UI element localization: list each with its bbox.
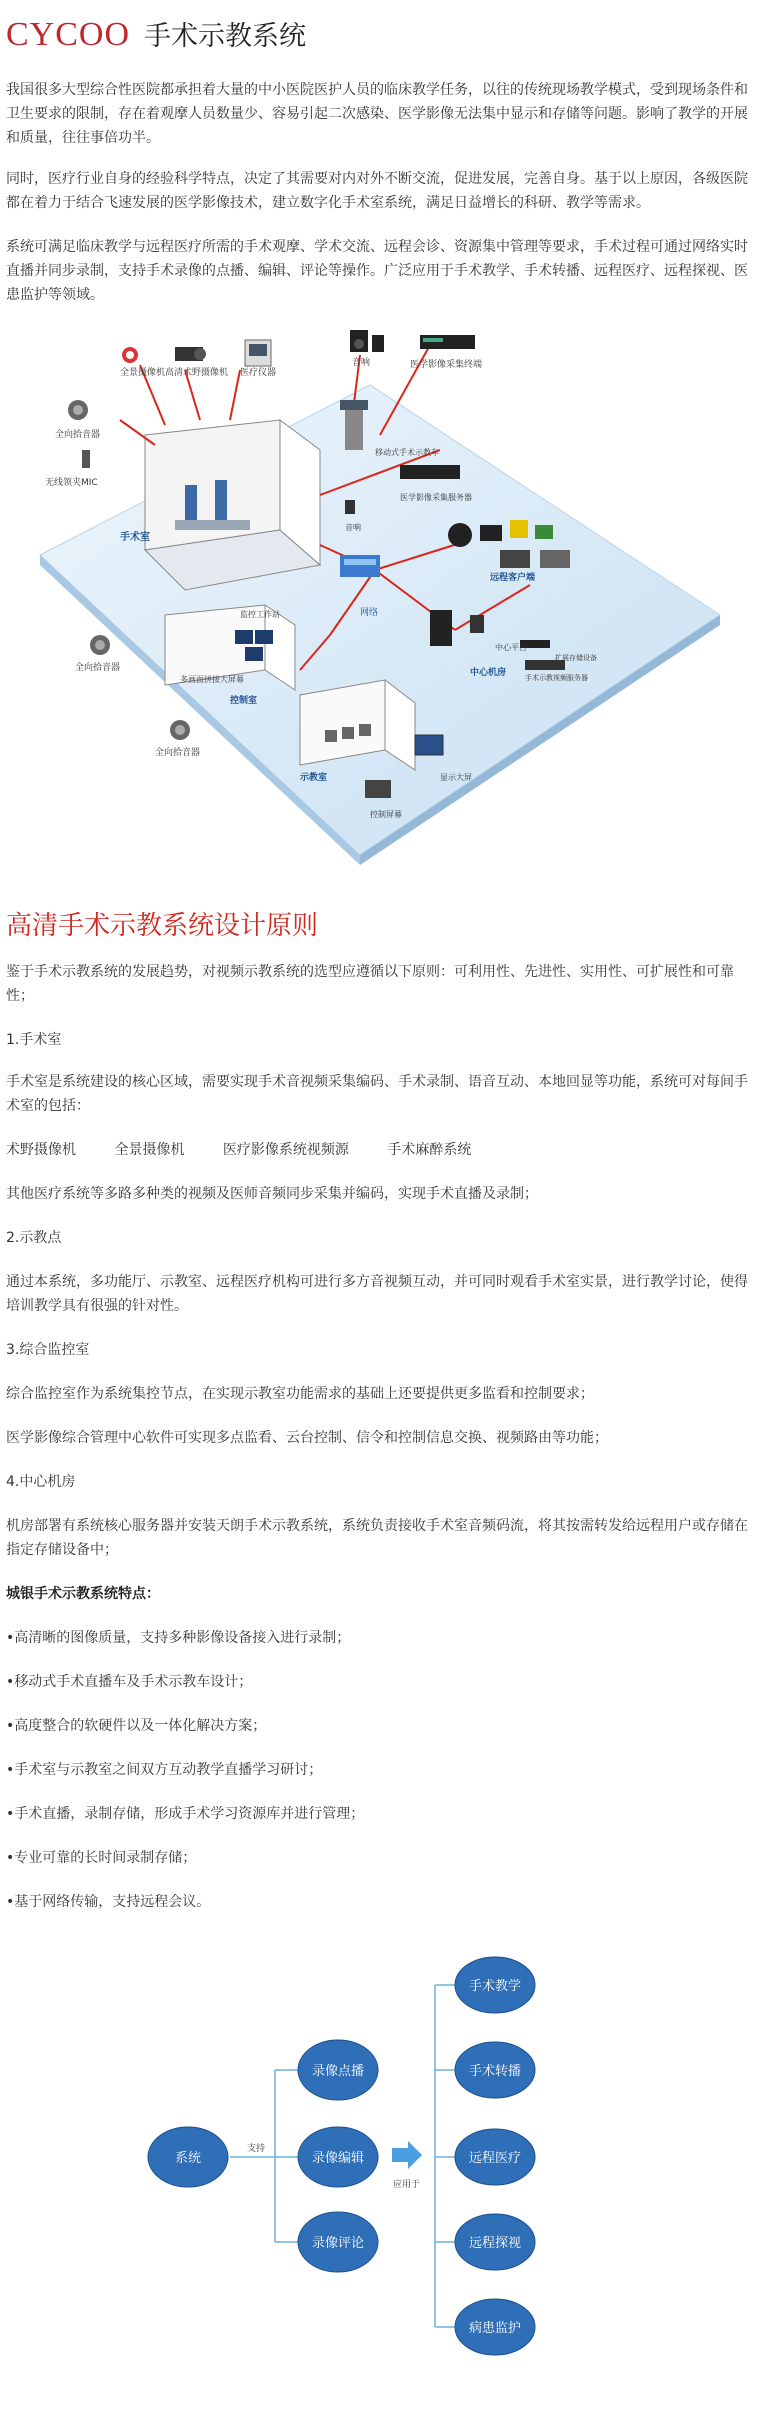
svg-text:录像点播: 录像点播	[311, 2064, 365, 2079]
label-image-terminal: 医学影像采集终端	[410, 360, 483, 370]
label-wireless-mic: 无线领夹MIC	[45, 478, 98, 488]
feature-item: •专业可靠的长时间录制存储；	[6, 1850, 197, 1866]
svg-text:系统: 系统	[174, 2151, 202, 2166]
label-operating-room: 手术室	[120, 532, 150, 543]
label-teaching-server: 手术示教视频服务器	[525, 674, 588, 682]
image-terminal-icon	[420, 335, 475, 349]
operating-room-box	[145, 420, 320, 590]
control-screen-icon	[365, 780, 391, 798]
bubble-edit	[298, 2127, 378, 2187]
feature-item: •手术直播，录制存储，形成手术学习资源库并进行管理；	[6, 1806, 365, 1822]
panoramic-camera-icon	[122, 347, 138, 363]
bubble-vod	[298, 2040, 378, 2100]
label-storage: 扩展存储设备	[555, 654, 597, 662]
svg-text:远程探视: 远程探视	[468, 2236, 522, 2251]
feature-item: •高清晰的图像质量，支持多种影像设备接入进行录制；	[6, 1630, 351, 1646]
label-control-room: 控制室	[230, 696, 258, 706]
label-multi-screen: 多画面拼接大屏幕	[180, 675, 244, 684]
intro-paragraph-1: 我国很多大型综合性医院都承担着大量的中小医院医护人员的临床教学任务，以往的传统现场教学模式，受到现场条件和卫生要求的限制，存在着观摩人员数量少、容易引起二次感染、医学影像无法集中显示和存储等问题。影响了教学的开展和质量，往往事倍功半。	[6, 82, 748, 146]
bubble-surgical-broadcast	[455, 2042, 535, 2098]
label-support: 支持	[247, 2144, 266, 2154]
operating-room-paragraph: 手术室是系统建设的核心区域，需要实现手术音视频采集编码、手术录制、语音互动、本地回显等功能，系统可对每间手术室的包括：	[6, 1074, 748, 1114]
device-list	[6, 1138, 756, 1162]
feature-item: •移动式手术直播车及手术示教车设计；	[6, 1674, 253, 1690]
bubble-remote-visit	[455, 2214, 535, 2270]
heading-data-center: 4.中心机房	[6, 1474, 76, 1490]
feature-item: •基于网络传输，支持远程会议。	[6, 1894, 211, 1910]
bubble-surgical-teaching	[455, 1957, 535, 2013]
label-medical-instrument: 医疗仪器	[240, 368, 277, 378]
heading-operating-room: 1.手术室	[6, 1032, 62, 1048]
label-panoramic-camera: 全景摄像机	[120, 368, 166, 378]
network-hub-icon	[340, 555, 380, 577]
heading-teaching-point: 2.示教点	[6, 1230, 62, 1246]
label-mobile-cart: 移动式手术示教车	[375, 448, 439, 457]
intro-paragraph-3: 系统可满足临床教学与远程医疗所需的手术观摩、学术交流、远程会诊、资源集中管理等要求，手术过程可通过网络实时直播并同步录制，支持手术录像的点播、编辑、评论等操作。广泛应用于手术教学、手术转播、远程医疗、远程探视、医患监护等领域。	[6, 239, 748, 303]
features-title: 城银手术示教系统特点：	[6, 1586, 160, 1602]
microphone-mid-icon	[90, 635, 110, 655]
svg-text:录像评论: 录像评论	[311, 2236, 365, 2251]
microphone-bottom-icon	[170, 720, 190, 740]
system-topology-diagram	[0, 325, 760, 865]
label-mic-bottom: 全向拾音器	[155, 748, 201, 758]
operating-room-paragraph-2: 其他医疗系统等多路多种类的视频及医师音频同步采集并编码，实现手术直播及录制；	[6, 1186, 538, 1202]
arrow-icon	[392, 2141, 422, 2169]
monitor-room-paragraph-2: 医学影像综合管理中心软件可实现多点监看、云台控制、信令和控制信息交换、视频路由等功能；	[6, 1430, 608, 1446]
section-title: 高清手术示教系统设计原则	[6, 911, 319, 941]
svg-text:远程医疗: 远程医疗	[468, 2151, 522, 2166]
label-data-center: 中心机房	[470, 668, 507, 678]
label-control-screen: 控制屏幕	[370, 810, 402, 819]
bubble-system	[148, 2127, 228, 2187]
data-center-paragraph: 机房部署有系统核心服务器并安装天朗手术示教系统，系统负责接收手术室音频码流，将其按需转发给远程用户或存储在指定存储设备中；	[6, 1518, 748, 1558]
label-network: 网络	[360, 608, 379, 618]
feature-item: •高度整合的软硬件以及一体化解决方案；	[6, 1718, 267, 1734]
display-screen-icon	[415, 735, 443, 755]
device-item: 术野摄像机	[6, 1142, 76, 1158]
label-apply-to: 应用于	[393, 2180, 421, 2190]
device-item: 全景摄像机	[114, 1142, 185, 1158]
intro-paragraph-2: 同时，医疗行业自身的经验科学特点，决定了其需要对内对外不断交流，促进发展，完善自身。基于以上原因，各级医院都在着力于结合飞速发展的医学影像技术，建立数字化手术室系统，满足日益增长的科研、教学等需求。	[6, 171, 748, 211]
speaker-icon	[350, 330, 384, 352]
bubble-comment	[298, 2212, 378, 2272]
label-speaker: 音响	[352, 358, 371, 368]
device-item: 医疗影像系统视频源	[222, 1142, 349, 1158]
label-sound: 音响	[345, 523, 361, 532]
page-header	[6, 14, 306, 54]
svg-text:手术转播: 手术转播	[468, 2064, 522, 2079]
monitor-room-paragraph-1: 综合监控室作为系统集控节点，在实现示教室功能需求的基础上还要提供更多监看和控制要求；	[6, 1386, 594, 1402]
wireless-mic-icon	[82, 450, 90, 468]
small-speaker-icon	[345, 500, 355, 514]
microphone-icon	[68, 400, 88, 420]
label-mic-mid: 全向拾音器	[75, 663, 121, 673]
label-monitor-wall: 监控工作站	[240, 610, 280, 619]
bubble-patient-monitor	[455, 2299, 535, 2355]
label-teaching-room: 示教室	[300, 773, 328, 783]
teaching-point-paragraph: 通过本系统，多功能厅、示教室、远程医疗机构可进行多方音视频互动，并可同时观看手术室实景，进行教学讨论，使得培训教学具有很强的针对性。	[6, 1274, 748, 1314]
label-mic-top: 全向拾音器	[55, 430, 101, 440]
principle-paragraph: 鉴于手术示教系统的发展趋势，对视频示教系统的选型应遵循以下原则：可利用性、先进性、实用性、可扩展性和可靠性；	[6, 964, 734, 1004]
svg-text:录像编辑: 录像编辑	[311, 2151, 365, 2166]
brand-logo: CYCOO	[6, 16, 131, 53]
label-center-platform: 中心平台	[495, 643, 527, 652]
heading-monitor-room: 3.综合监控室	[6, 1342, 90, 1358]
feature-item: •手术室与示教室之间双方互动教学直播学习研讨；	[6, 1762, 323, 1778]
server-rack-icon	[400, 465, 460, 479]
label-remote-clients: 远程客户端	[490, 573, 536, 583]
label-image-server: 医学影像采集服务器	[400, 493, 472, 502]
medical-instrument-icon	[245, 340, 271, 366]
label-hd-camera: 高清术野摄像机	[165, 368, 229, 378]
page-title: 手术示教系统	[144, 21, 307, 52]
label-display: 显示大屏	[440, 773, 472, 782]
capability-flow-diagram	[0, 1955, 760, 2410]
svg-text:手术教学: 手术教学	[468, 1979, 522, 1994]
hd-camera-icon	[175, 347, 206, 361]
svg-text:病患监护: 病患监护	[468, 2321, 522, 2336]
bubble-telemedicine	[455, 2129, 535, 2185]
device-item: 手术麻醉系统	[387, 1142, 472, 1158]
